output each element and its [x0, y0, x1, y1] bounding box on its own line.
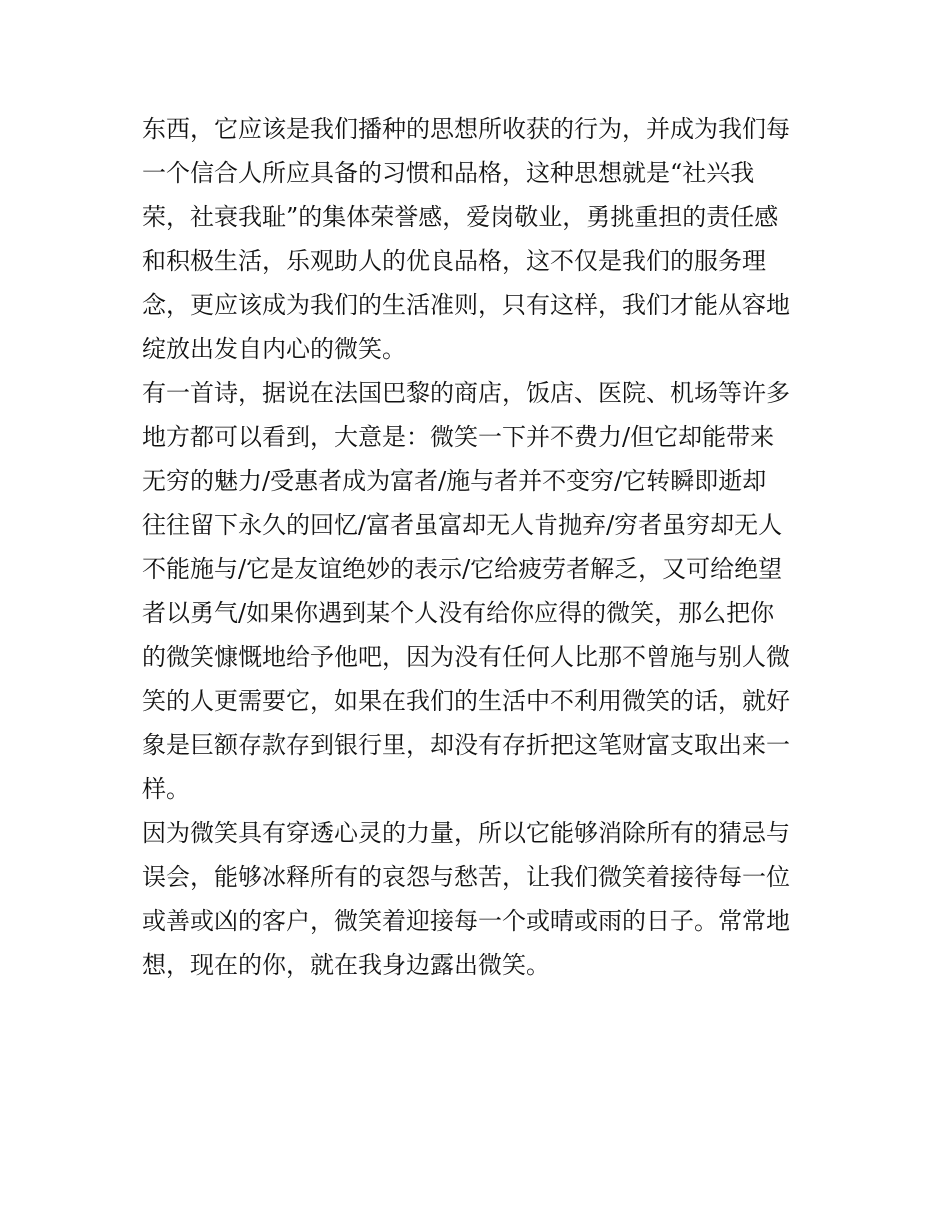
paragraph-1	[142, 107, 822, 371]
paragraph-3	[142, 811, 822, 987]
text-line: 绽放出发自内心的微笑。	[142, 335, 406, 363]
text-line: 笑的人更需要它，如果在我们的生活中不利用微笑的话，就好	[142, 687, 790, 715]
text-line: 有一首诗，据说在法国巴黎的商店，饭店、医院、机场等许多	[142, 379, 790, 407]
document-body	[142, 107, 822, 987]
text-line: 往往留下永久的回忆/富者虽富却无人肯抛弃/穷者虽穷却无人	[142, 511, 783, 539]
text-line: 想，现在的你，就在我身边露出微笑。	[142, 951, 550, 979]
text-line: 者以勇气/如果你遇到某个人没有给你应得的微笑，那么把你	[142, 599, 775, 627]
text-line: 或善或凶的客户，微笑着迎接每一个或晴或雨的日子。常常地	[142, 907, 790, 935]
text-line: 地方都可以看到，大意是：微笑一下并不费力/但它却能带来	[142, 423, 775, 451]
text-line: 不能施与/它是友谊绝妙的表示/它给疲劳者解乏，又可给绝望	[142, 555, 783, 583]
text-line: 象是巨额存款存到银行里，却没有存折把这笔财富支取出来一	[142, 731, 790, 759]
paragraph-2	[142, 371, 822, 811]
text-line: 因为微笑具有穿透心灵的力量，所以它能够消除所有的猜忌与	[142, 819, 790, 847]
text-line: 东西，它应该是我们播种的思想所收获的行为，并成为我们每	[142, 115, 790, 143]
text-line: 和积极生活，乐观助人的优良品格，这不仅是我们的服务理	[142, 247, 766, 275]
text-line: 荣，社衰我耻”的集体荣誉感，爱岗敬业，勇挑重担的责任感	[142, 203, 779, 231]
text-line: 的微笑慷慨地给予他吧，因为没有任何人比那不曾施与别人微	[142, 643, 790, 671]
text-line: 一个信合人所应具备的习惯和品格，这种思想就是“社兴我	[142, 159, 755, 187]
text-line: 样。	[142, 775, 190, 803]
text-line: 误会，能够冰释所有的哀怨与愁苦，让我们微笑着接待每一位	[142, 863, 790, 891]
text-line: 念，更应该成为我们的生活准则，只有这样，我们才能从容地	[142, 291, 790, 319]
text-line: 无穷的魅力/受惠者成为富者/施与者并不变穷/它转瞬即逝却	[142, 467, 767, 495]
